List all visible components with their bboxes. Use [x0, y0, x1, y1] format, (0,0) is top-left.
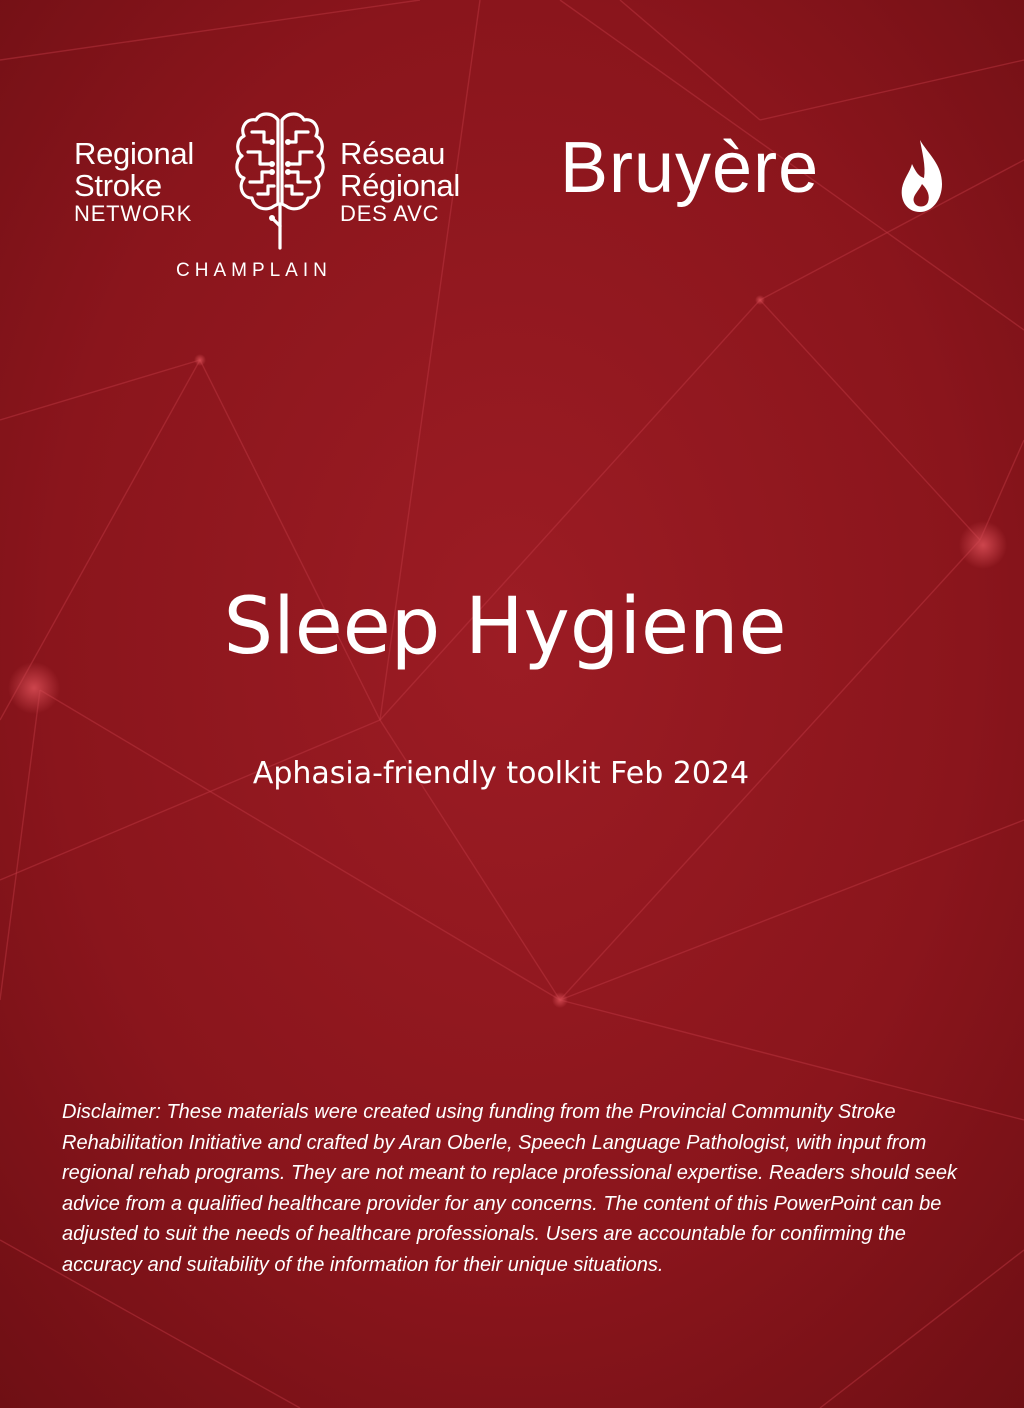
regional-stroke-network-logo: [72, 108, 492, 288]
rsn-region-label: CHAMPLAIN: [176, 260, 332, 281]
rsn-en-line3: NETWORK: [74, 201, 193, 226]
rsn-fr-line3: DES AVC: [340, 201, 440, 226]
rsn-french-name: [340, 138, 500, 225]
rsn-en-line2: Stroke: [74, 168, 162, 203]
rsn-fr-line1: Réseau: [340, 136, 446, 171]
disclaimer-text: Disclaimer: These materials were created using funding from the Provincial Community Stroke Rehabilitation Initiative and crafted by Aran Oberle, Speech Language Pathologist, with input from regional rehab programs. They are not meant to replace professional expertise. Readers should seek advice from a qualified healthcare provider for any concerns. The content of this PowerPoint can be adjusted to suit the needs of healthcare professionals. Users are accountable for confirming the accuracy and suitability of the information for their unique situations.: [62, 1101, 957, 1276]
rsn-en-line1: Regional: [74, 136, 194, 171]
rsn-fr-line2: Régional: [340, 168, 460, 203]
bruyere-logo: [560, 128, 960, 227]
brain-circuit-icon: [232, 108, 328, 254]
bruyere-wordmark: Bruyère: [560, 128, 820, 208]
flame-icon: [898, 138, 946, 214]
rsn-english-name: [74, 138, 239, 225]
page-title: Sleep Hygiene: [223, 582, 787, 672]
page-subtitle: Aphasia-friendly toolkit Feb 2024: [252, 756, 750, 791]
